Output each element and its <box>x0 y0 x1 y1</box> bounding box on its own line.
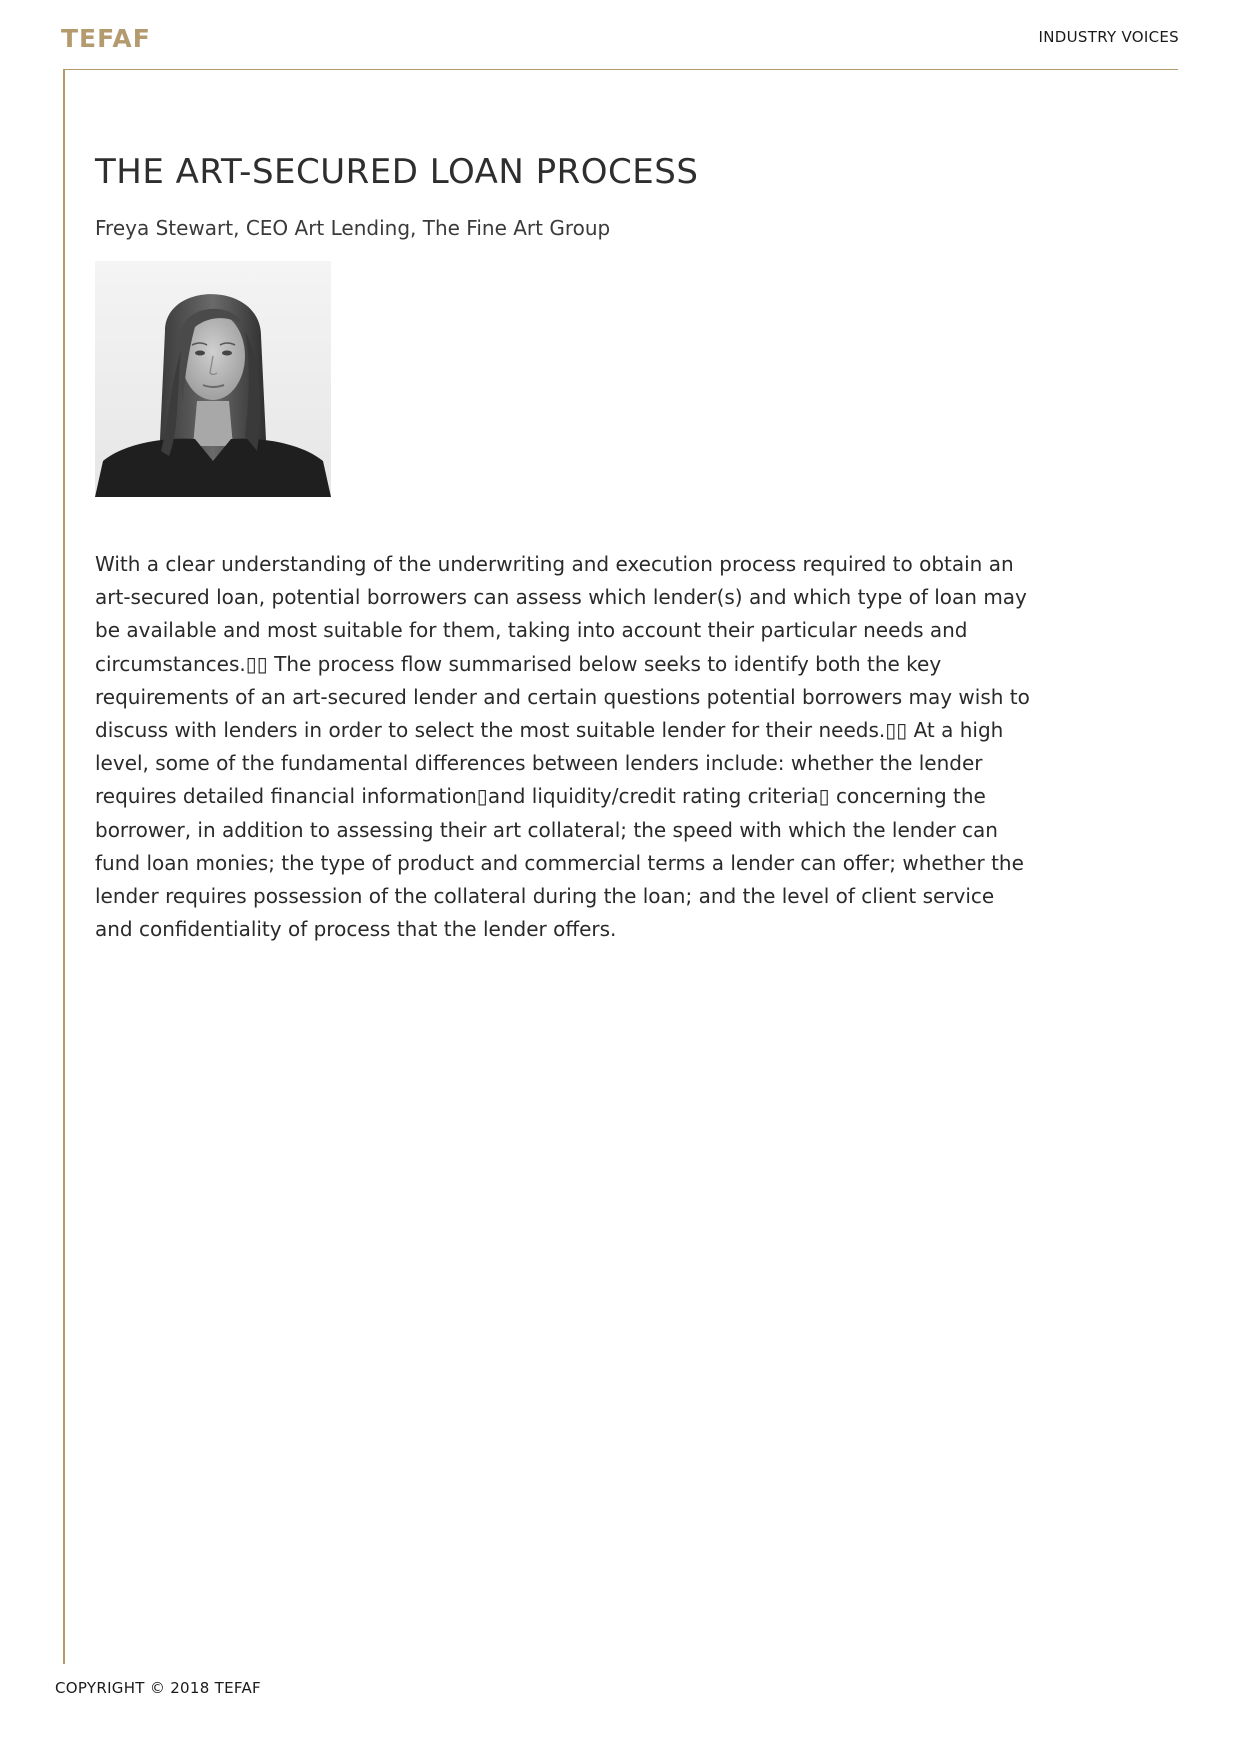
author-byline: Freya Stewart, CEO Art Lending, The Fine Art Group <box>95 216 611 240</box>
tefaf-logo: TEFAF <box>61 24 151 53</box>
copyright-footer: COPYRIGHT © 2018 TEFAF <box>55 1679 261 1697</box>
author-portrait <box>95 261 331 497</box>
article-title: THE ART-SECURED LOAN PROCESS <box>95 152 699 192</box>
section-label: INDUSTRY VOICES <box>1038 28 1179 46</box>
left-margin-rule <box>63 69 65 1664</box>
header-divider <box>64 69 1178 70</box>
article-body: With a clear understanding of the underwriting and execution process required to obtain an art-secured loan, potential borrowers can assess which lender(s) and which type of loan may be available and most suitable for them, taking into account their particular needs and circumstances.▯▯ The process flow summarised below seeks to identify both the key requirements of an art-secured lender and certain questions potential borrowers may wish to discuss with lenders in order to select the most suitable lender for their needs.▯▯ At a high level, some of the fundamental differences between lenders include: whether the lender requires detailed financial information▯and liquidity/credit rating criteria▯ concerning the borrower, in addition to assessing their art collateral; the speed with which the lender can fund loan monies; the type of product and commercial terms a lender can offer; whether the lender requires possession of the collateral during the loan; and the level of client service and confidentiality of process that the lender offers. <box>95 552 1030 942</box>
